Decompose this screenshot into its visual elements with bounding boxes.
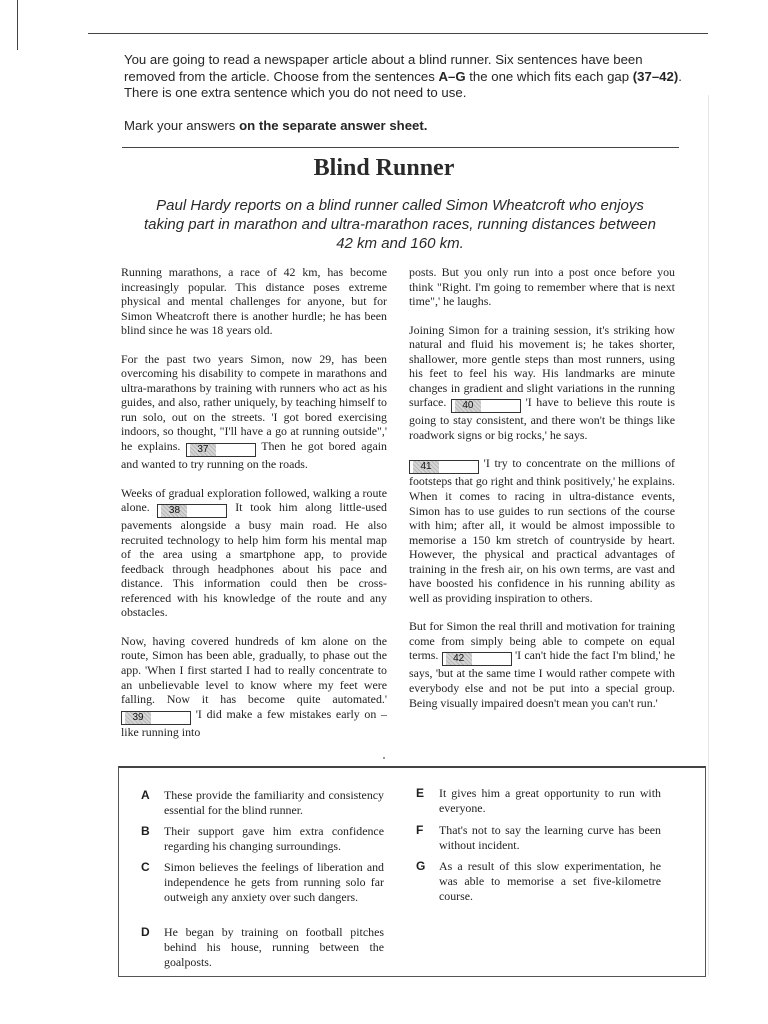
paragraph: posts. But you only run into a post once before you think "Right. I'm going to remember where that is next time",' he laughs.	[409, 265, 675, 309]
gap-number: 37	[190, 444, 216, 456]
header-rule	[122, 147, 679, 148]
options-box: A These provide the familiarity and consistency essential for the blind runner. B Their support gave him extra confidence regarding his changing surroundings. C Simon believes the feelings of liberation and independence he gets from running solo far outweigh any anxiety over such dangers. D He began by training on football pitches behind his house, running between the goalposts. E It gives him a great opportunity to run with everyone. F That's not to say the learning curve has been without incident. G As a result of this slow experimentation, he was able to memorise a set five-kilometre course.	[118, 766, 706, 977]
gap-number: 42	[446, 653, 472, 665]
gap-37-box[interactable]	[186, 443, 256, 457]
gap-39-box[interactable]	[121, 711, 191, 725]
instructions	[124, 52, 684, 134]
page-right-edge	[708, 95, 709, 975]
paragraph: For the past two years Simon, now 29, has been overcoming his disability to compete in marathons and ultra-marathons by training with runners who act as his guides, and also, rather uniquely, by teaching himself to run solo, out on the streets. 'I got bored exercising indoors, so thought, "I'll have a go at running outside",' he explains. 37 Then he got bored again and wanted to try running on the roads.	[121, 351, 388, 472]
article-title: Blind Runner	[313, 155, 455, 181]
gap-38-box[interactable]	[157, 504, 227, 518]
article-subtitle: Paul Hardy reports on a blind runner called Simon Wheatcroft who enjoys taking part in marathon and ultra-marathon races, running distances between 42 km and 160 km.	[144, 197, 656, 252]
article-column-left	[121, 265, 387, 753]
page-margin-line	[17, 0, 18, 50]
instructions-text: You are going to read a newspaper article about a blind runner. Six sentences have been removed from the article. Choose from the sentences A–G the one which fits each gap (37–42). There is one extra sentence which you do not need to use.	[124, 52, 682, 100]
gap-number: 38	[161, 505, 187, 517]
paragraph: Now, having covered hundreds of km alone on the route, Simon has been able, gradually, to phase out the app. 'When I first started I had to really concentrate to an unbelievable level to know where my feet were falling. Now it has become quite automated.' 39 'I did make a few mistakes early on – like running into	[121, 633, 388, 739]
gap-number: 41	[413, 461, 439, 473]
paragraph: Weeks of gradual exploration followed, walking a route alone. 38 It took him along little-used pavements alongside a busy main road. He also recruited technology to help him form his mental map of the area using a smartphone app, to provide feedback through headphones about his pace and distance. This information could then be cross-referenced with his knowledge of the route and any obstacles.	[121, 485, 387, 620]
answer-sheet-note: Mark your answers on the separate answer sheet.	[124, 117, 428, 133]
gap-40-box[interactable]	[451, 399, 521, 413]
gap-42-box[interactable]	[442, 652, 512, 666]
gap-number: 40	[455, 400, 481, 412]
top-rule	[88, 33, 708, 34]
article-column-right	[409, 265, 675, 724]
paragraph: Joining Simon for a training session, it's striking how natural and fluid his movement is; he takes shorter, shallower, more gentle steps than most runners, using his feet to feel his way. His landmarks are minute changes in gradient and slight variations in the running surface. 40 'I have to believe this route is going to stay consistent, and there won't be things like roadwork signs or big rocks,' he says.	[409, 322, 675, 442]
paragraph: But for Simon the real thrill and motivation for training come from simply being able to compete on equal terms. 42 'I can't hide the fact I'm blind,' he says, 'but at the same time I would rather compete with everybody else and not be put into a special group. Being visually impaired doesn't mean you can't run.'	[409, 619, 675, 710]
paragraph: 41 'I try to concentrate on the millions of footsteps that go right and think positively,' he explains. When it comes to racing in ultra-distance events, Simon has to use guides to run sections of the course with him; after all, it would be almost impossible to memorise a 150 km stretch of countryside by heart. However, the physical and practical advantages of training in the fresh air, on his own terms, are vast and have boosted his confidence in his running ability as well as providing inspiration to others.	[409, 456, 675, 605]
paragraph: Running marathons, a race of 42 km, has become increasingly popular. This distance poses extreme physical and mental challenges for anyone, but for Simon Wheatcroft there is another hurdle; he has been blind since he was 18 years old.	[121, 265, 387, 338]
gap-41-box[interactable]	[409, 460, 479, 474]
scan-speck	[383, 757, 385, 759]
gap-number: 39	[125, 712, 151, 724]
